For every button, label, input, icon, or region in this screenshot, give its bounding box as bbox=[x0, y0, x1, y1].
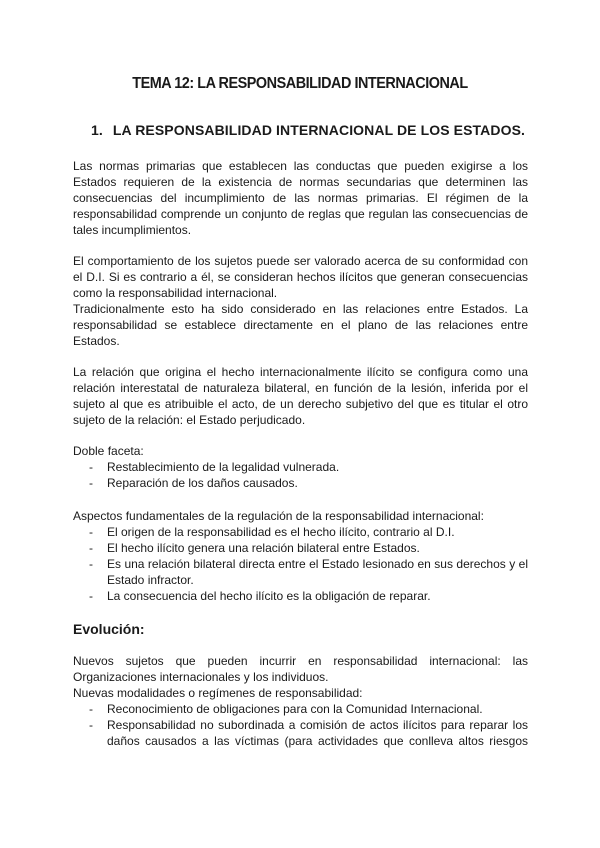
dash-bullet: - bbox=[89, 718, 93, 732]
list-item: - Responsabilidad no subordinada a comisión de actos ilícitos para reparar los daños causados a las víctimas (para actividades que conlleva altos riesgos bbox=[89, 718, 528, 748]
paragraph-line: Tradicionalmente esto ha sido considerado en las relaciones entre Estados. La bbox=[73, 302, 528, 316]
paragraph-line: sujeto al que es atribuible el acto, de un derecho subjetivo del que es titular el otro bbox=[73, 397, 528, 411]
paragraph-line: como la responsabilidad internacional. bbox=[73, 286, 278, 300]
list-item: - El origen de la responsabilidad es el hecho ilícito, contrario al D.I. bbox=[89, 525, 455, 539]
doble-faceta-block bbox=[73, 443, 528, 491]
paragraph-line: responsabilidad se establece directamente en el plano de las relaciones entre bbox=[73, 318, 528, 332]
evolucion-block bbox=[73, 653, 528, 749]
list-item: - Reparación de los daños causados. bbox=[89, 476, 298, 490]
paragraph-line: Nuevas modalidades o regímenes de responsabilidad: bbox=[73, 686, 363, 700]
paragraph-line: responsabilidad comprende un conjunto de reglas que regulan las consecuencias de bbox=[73, 207, 528, 221]
paragraph-line: tales incumplimientos. bbox=[73, 223, 192, 237]
dash-bullet: - bbox=[89, 541, 93, 555]
list-item: - El hecho ilícito genera una relación bilateral entre Estados. bbox=[89, 541, 420, 555]
dash-bullet: - bbox=[89, 460, 93, 474]
paragraph-line: Organizaciones internacionales y los individuos. bbox=[73, 670, 329, 684]
evolucion-heading: Evolución: bbox=[73, 621, 145, 637]
paragraph-line: el D.I. Si es contrario a él, se consideran hechos ilícitos que generan consecuencias bbox=[73, 270, 528, 284]
dash-bullet: - bbox=[89, 702, 93, 716]
paragraph-4 bbox=[73, 364, 528, 428]
aspectos-block bbox=[73, 508, 528, 604]
paragraph-line: Nuevos sujetos que pueden incurrir en responsabilidad internacional: las bbox=[73, 654, 528, 668]
section-number: 1. bbox=[91, 122, 103, 138]
list-item: - Reconocimiento de obligaciones para con la Comunidad Internacional. bbox=[89, 702, 483, 716]
list-item: - Es una relación bilateral directa entre el Estado lesionado en sus derechos y el Estado infractor. bbox=[89, 557, 528, 587]
dash-bullet: - bbox=[89, 589, 93, 603]
paragraph-line: Estados requieren de la existencia de normas secundarias que determinen las bbox=[73, 175, 528, 189]
paragraph-line: consecuencias del incumplimiento de las normas primarias. El régimen de la bbox=[73, 191, 528, 205]
evolucion-list bbox=[73, 701, 528, 749]
paragraph-1 bbox=[73, 158, 528, 238]
doble-faceta-list bbox=[73, 459, 528, 491]
paragraph-line: La relación que origina el hecho internacionalmente ilícito se configura como una bbox=[73, 365, 528, 379]
dash-bullet: - bbox=[89, 476, 93, 490]
dash-bullet: - bbox=[89, 525, 93, 539]
list-item: - La consecuencia del hecho ilícito es la obligación de reparar. bbox=[89, 589, 431, 603]
document-title: TEMA 12: LA RESPONSABILIDAD INTERNACIONAL bbox=[132, 75, 468, 92]
list-item: - Restablecimiento de la legalidad vulnerada. bbox=[89, 460, 340, 474]
doble-faceta-label: Doble faceta: bbox=[73, 444, 144, 458]
paragraph-line: El comportamiento de los sujetos puede ser valorado acerca de su conformidad con bbox=[73, 254, 528, 268]
aspectos-list bbox=[73, 524, 528, 604]
dash-bullet: - bbox=[89, 557, 93, 571]
paragraph-line: sujeto de la relación: el Estado perjudicado. bbox=[73, 413, 306, 427]
section-heading bbox=[91, 122, 525, 138]
paragraph-line: Las normas primarias que establecen las conductas que pueden exigirse a los bbox=[73, 159, 528, 173]
paragraph-2 bbox=[73, 253, 528, 349]
paragraph-line: Estados. bbox=[73, 334, 120, 348]
paragraph-line: relación interestatal de naturaleza bilateral, en función de la lesión, inferida por el bbox=[73, 381, 528, 395]
aspectos-label: Aspectos fundamentales de la regulación de la responsabilidad internacional: bbox=[73, 509, 484, 523]
section-heading-text: LA RESPONSABILIDAD INTERNACIONAL DE LOS ESTADOS. bbox=[112, 122, 526, 138]
